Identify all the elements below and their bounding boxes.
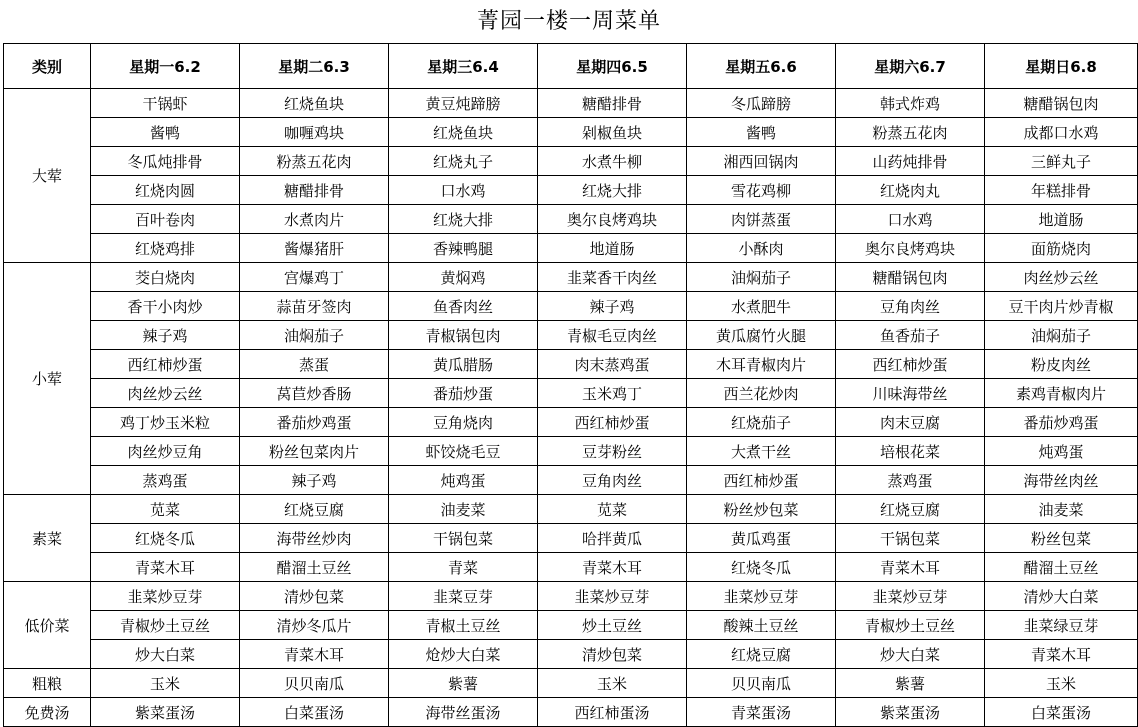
dish-cell: 黄瓜鸡蛋 [687,524,836,553]
dish-cell: 酱鸭 [687,118,836,147]
dish-cell: 海带丝炒肉 [240,524,389,553]
table-row [4,147,1138,176]
table-row [4,437,1138,466]
dish-cell: 鱼香肉丝 [389,292,538,321]
dish-cell: 红烧鱼块 [240,89,389,118]
dish-cell: 粉丝包菜 [985,524,1138,553]
dish-cell: 红烧冬瓜 [687,553,836,582]
dish-cell: 黄瓜腊肠 [389,350,538,379]
dish-cell: 紫薯 [389,669,538,698]
dish-cell: 清炒包菜 [240,582,389,611]
dish-cell: 白菜蛋汤 [985,698,1138,727]
dish-cell: 韭菜炒豆芽 [836,582,985,611]
table-row [4,234,1138,263]
dish-cell: 大煮干丝 [687,437,836,466]
day-header: 星期二6.3 [240,44,389,89]
table-row [4,118,1138,147]
dish-cell: 紫菜蛋汤 [836,698,985,727]
dish-cell: 小酥肉 [687,234,836,263]
dish-cell: 冬瓜蹄膀 [687,89,836,118]
table-row [4,669,1138,698]
dish-cell: 哈拌黄瓜 [538,524,687,553]
table-row [4,524,1138,553]
dish-cell: 炝炒大白菜 [389,640,538,669]
dish-cell: 玉米 [985,669,1138,698]
dish-cell: 口水鸡 [389,176,538,205]
table-row [4,553,1138,582]
dish-cell: 红烧肉丸 [836,176,985,205]
dish-cell: 韭菜炒豆芽 [687,582,836,611]
dish-cell: 清炒大白菜 [985,582,1138,611]
dish-cell: 番茄炒鸡蛋 [240,408,389,437]
dish-cell: 红烧豆腐 [240,495,389,524]
table-row [4,205,1138,234]
table-row [4,176,1138,205]
category-cell: 免费汤 [4,698,91,727]
dish-cell: 虾饺烧毛豆 [389,437,538,466]
dish-cell: 糖醋排骨 [538,89,687,118]
dish-cell: 红烧肉圆 [91,176,240,205]
dish-cell: 红烧大排 [389,205,538,234]
dish-cell: 干锅包菜 [389,524,538,553]
dish-cell: 西红柿炒蛋 [836,350,985,379]
dish-cell: 黄豆炖蹄膀 [389,89,538,118]
table-row [4,379,1138,408]
dish-cell: 韭菜炒豆芽 [91,582,240,611]
dish-cell: 面筋烧肉 [985,234,1138,263]
dish-cell: 剁椒鱼块 [538,118,687,147]
table-row [4,263,1138,292]
dish-cell: 番茄炒鸡蛋 [985,408,1138,437]
dish-cell: 豆角烧肉 [389,408,538,437]
dish-cell: 宫爆鸡丁 [240,263,389,292]
dish-cell: 青椒毛豆肉丝 [538,321,687,350]
category-cell: 粗粮 [4,669,91,698]
day-header: 星期四6.5 [538,44,687,89]
dish-cell: 蒜苗牙签肉 [240,292,389,321]
dish-cell: 青菜木耳 [538,553,687,582]
dish-cell: 海带丝蛋汤 [389,698,538,727]
category-cell: 素菜 [4,495,91,582]
day-header: 星期三6.4 [389,44,538,89]
dish-cell: 豆芽粉丝 [538,437,687,466]
dish-cell: 油焖茄子 [687,263,836,292]
dish-cell: 蒸鸡蛋 [836,466,985,495]
dish-cell: 肉丝炒云丝 [91,379,240,408]
dish-cell: 青菜木耳 [91,553,240,582]
dish-cell: 粉丝炒包菜 [687,495,836,524]
dish-cell: 干锅包菜 [836,524,985,553]
dish-cell: 西红柿炒蛋 [687,466,836,495]
dish-cell: 红烧鱼块 [389,118,538,147]
dish-cell: 粉皮肉丝 [985,350,1138,379]
dish-cell: 鱼香茄子 [836,321,985,350]
dish-cell: 肉饼蒸蛋 [687,205,836,234]
dish-cell: 辣子鸡 [240,466,389,495]
table-row [4,495,1138,524]
dish-cell: 粉丝包菜肉片 [240,437,389,466]
day-header: 星期五6.6 [687,44,836,89]
dish-cell: 清炒冬瓜片 [240,611,389,640]
dish-cell: 青菜木耳 [240,640,389,669]
dish-cell: 肉末蒸鸡蛋 [538,350,687,379]
table-row [4,698,1138,727]
dish-cell: 青椒土豆丝 [389,611,538,640]
dish-cell: 咖喱鸡块 [240,118,389,147]
dish-cell: 红烧丸子 [389,147,538,176]
page-title: 菁园一楼一周菜单 [476,9,661,34]
menu-body [4,89,1138,727]
dish-cell: 冬瓜炖排骨 [91,147,240,176]
dish-cell: 地道肠 [538,234,687,263]
day-header: 星期一6.2 [91,44,240,89]
dish-cell: 川味海带丝 [836,379,985,408]
dish-cell: 糖醋锅包肉 [985,89,1138,118]
dish-cell: 湘西回锅肉 [687,147,836,176]
dish-cell: 豆干肉片炒青椒 [985,292,1138,321]
dish-cell: 豆角肉丝 [836,292,985,321]
dish-cell: 酱鸭 [91,118,240,147]
dish-cell: 肉丝炒云丝 [985,263,1138,292]
dish-cell: 酸辣土豆丝 [687,611,836,640]
dish-cell: 青菜木耳 [985,640,1138,669]
table-row [4,292,1138,321]
dish-cell: 奥尔良烤鸡块 [538,205,687,234]
dish-cell: 海带丝肉丝 [985,466,1138,495]
dish-cell: 青菜 [389,553,538,582]
dish-cell: 贝贝南瓜 [687,669,836,698]
dish-cell: 肉丝炒豆角 [91,437,240,466]
dish-cell: 青椒炒土豆丝 [836,611,985,640]
dish-cell: 清炒包菜 [538,640,687,669]
dish-cell: 西红柿炒蛋 [538,408,687,437]
dish-cell: 水煮牛柳 [538,147,687,176]
dish-cell: 干锅虾 [91,89,240,118]
dish-cell: 香干小肉炒 [91,292,240,321]
dish-cell: 素鸡青椒肉片 [985,379,1138,408]
dish-cell: 红烧豆腐 [836,495,985,524]
dish-cell: 鸡丁炒玉米粒 [91,408,240,437]
dish-cell: 蒸蛋 [240,350,389,379]
dish-cell: 辣子鸡 [538,292,687,321]
dish-cell: 蒸鸡蛋 [91,466,240,495]
dish-cell: 青菜木耳 [836,553,985,582]
table-row [4,89,1138,118]
dish-cell: 三鲜丸子 [985,147,1138,176]
dish-cell: 韭菜香干肉丝 [538,263,687,292]
dish-cell: 韩式炸鸡 [836,89,985,118]
dish-cell: 紫菜蛋汤 [91,698,240,727]
dish-cell: 山药炖排骨 [836,147,985,176]
table-row [4,640,1138,669]
table-row [4,321,1138,350]
dish-cell: 香辣鸭腿 [389,234,538,263]
dish-cell: 红烧鸡排 [91,234,240,263]
menu-table [3,43,1138,727]
header-row [4,44,1138,89]
dish-cell: 地道肠 [985,205,1138,234]
dish-cell: 粉蒸五花肉 [836,118,985,147]
dish-cell: 贝贝南瓜 [240,669,389,698]
dish-cell: 辣子鸡 [91,321,240,350]
table-row [4,408,1138,437]
dish-cell: 白菜蛋汤 [240,698,389,727]
table-row [4,611,1138,640]
dish-cell: 油麦菜 [389,495,538,524]
dish-cell: 红烧大排 [538,176,687,205]
dish-cell: 木耳青椒肉片 [687,350,836,379]
dish-cell: 水煮肥牛 [687,292,836,321]
dish-cell: 奥尔良烤鸡块 [836,234,985,263]
dish-cell: 油焖茄子 [985,321,1138,350]
dish-cell: 炒大白菜 [836,640,985,669]
dish-cell: 口水鸡 [836,205,985,234]
dish-cell: 百叶卷肉 [91,205,240,234]
dish-cell: 红烧豆腐 [687,640,836,669]
dish-cell: 青菜蛋汤 [687,698,836,727]
day-header: 星期日6.8 [985,44,1138,89]
dish-cell: 黄瓜腐竹火腿 [687,321,836,350]
dish-cell: 成都口水鸡 [985,118,1138,147]
dish-cell: 莴苣炒香肠 [240,379,389,408]
dish-cell: 番茄炒蛋 [389,379,538,408]
table-row [4,350,1138,379]
dish-cell: 韭菜炒豆芽 [538,582,687,611]
dish-cell: 青椒炒土豆丝 [91,611,240,640]
dish-cell: 水煮肉片 [240,205,389,234]
dish-cell: 雪花鸡柳 [687,176,836,205]
dish-cell: 糖醋排骨 [240,176,389,205]
dish-cell: 西红柿炒蛋 [91,350,240,379]
dish-cell: 西红柿蛋汤 [538,698,687,727]
dish-cell: 糖醋锅包肉 [836,263,985,292]
dish-cell: 炖鸡蛋 [985,437,1138,466]
dish-cell: 茭白烧肉 [91,263,240,292]
dish-cell: 粉蒸五花肉 [240,147,389,176]
dish-cell: 黄焖鸡 [389,263,538,292]
dish-cell: 玉米 [91,669,240,698]
dish-cell: 醋溜土豆丝 [240,553,389,582]
table-row [4,582,1138,611]
category-cell: 小荤 [4,263,91,495]
dish-cell: 韭菜绿豆芽 [985,611,1138,640]
dish-cell: 玉米鸡丁 [538,379,687,408]
table-row [4,466,1138,495]
category-cell: 大荤 [4,89,91,263]
dish-cell: 苋菜 [91,495,240,524]
dish-cell: 紫薯 [836,669,985,698]
dish-cell: 油麦菜 [985,495,1138,524]
dish-cell: 肉末豆腐 [836,408,985,437]
dish-cell: 年糕排骨 [985,176,1138,205]
dish-cell: 炒土豆丝 [538,611,687,640]
dish-cell: 油焖茄子 [240,321,389,350]
category-header: 类别 [4,44,91,89]
category-cell: 低价菜 [4,582,91,669]
dish-cell: 炖鸡蛋 [389,466,538,495]
dish-cell: 红烧冬瓜 [91,524,240,553]
dish-cell: 红烧茄子 [687,408,836,437]
dish-cell: 韭菜豆芽 [389,582,538,611]
dish-cell: 西兰花炒肉 [687,379,836,408]
dish-cell: 醋溜土豆丝 [985,553,1138,582]
dish-cell: 培根花菜 [836,437,985,466]
dish-cell: 青椒锅包肉 [389,321,538,350]
dish-cell: 酱爆猪肝 [240,234,389,263]
day-header: 星期六6.7 [836,44,985,89]
dish-cell: 苋菜 [538,495,687,524]
dish-cell: 玉米 [538,669,687,698]
dish-cell: 豆角肉丝 [538,466,687,495]
dish-cell: 炒大白菜 [91,640,240,669]
